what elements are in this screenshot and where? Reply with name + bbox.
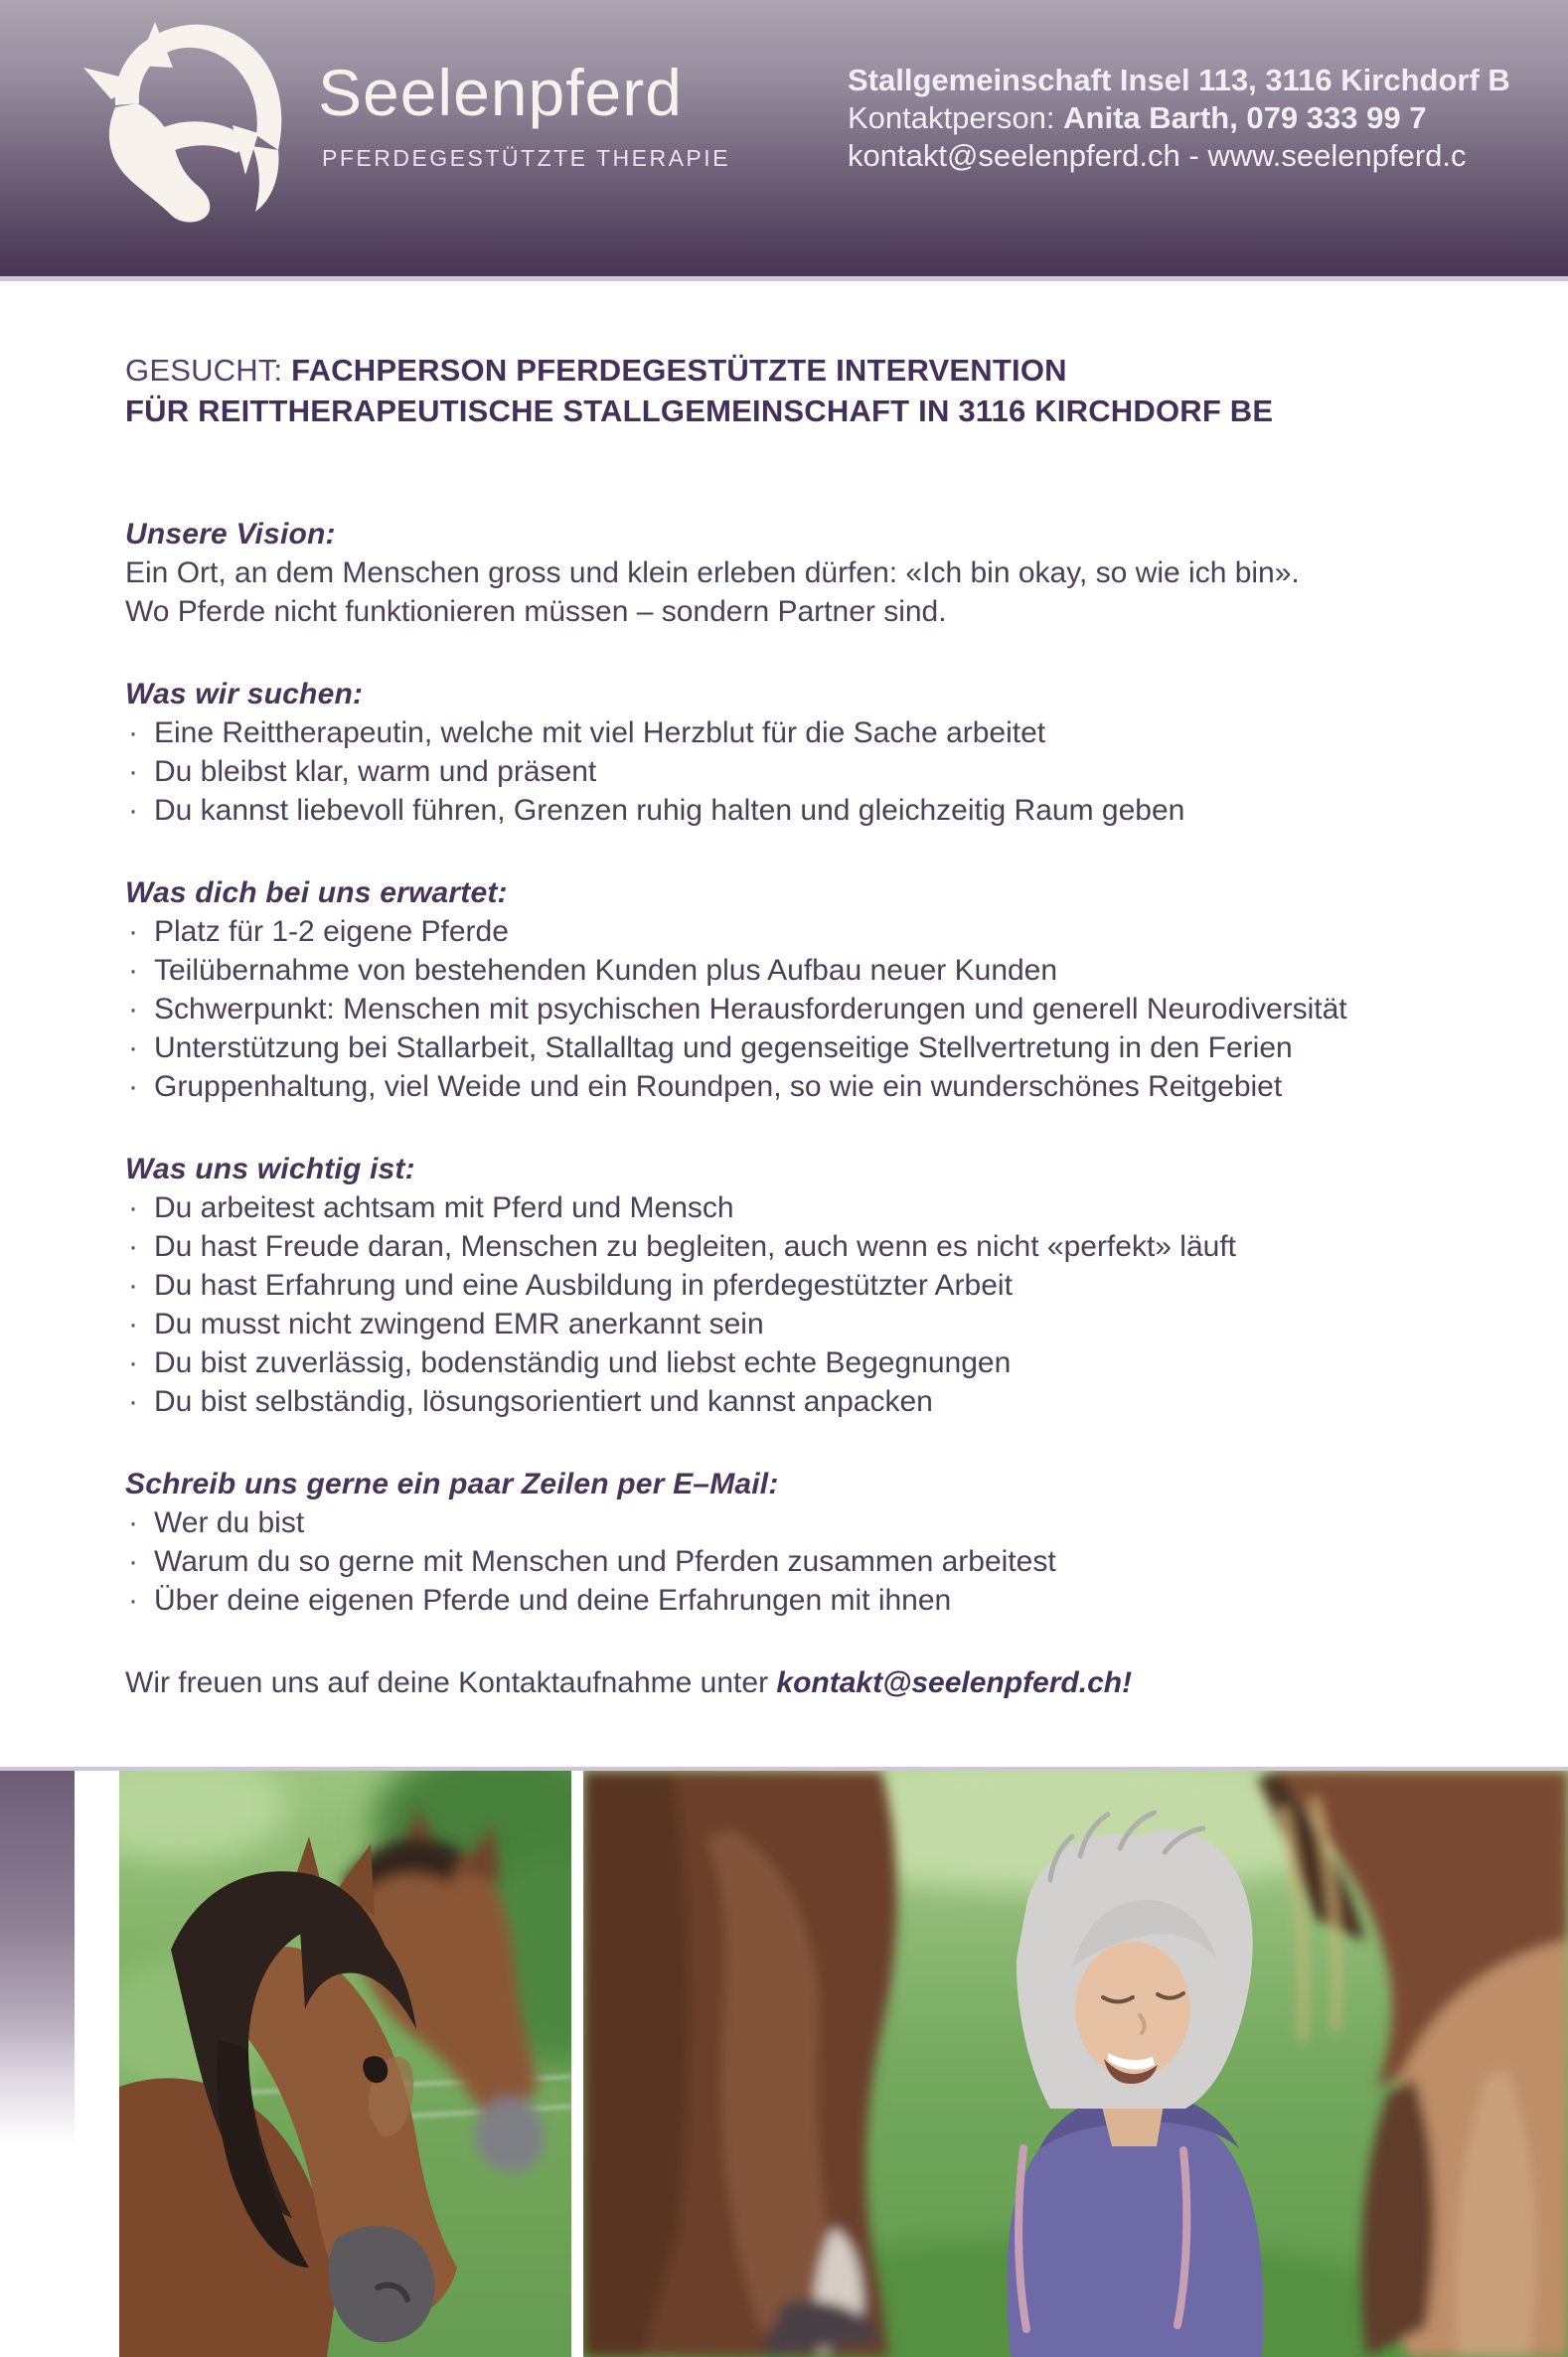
- bullet-dot: ·: [128, 794, 138, 827]
- bullet-item: [125, 713, 1536, 752]
- bullet-dot: ·: [128, 1308, 138, 1340]
- job-section: [125, 873, 1536, 1106]
- bullet-text: Teilübernahme von bestehenden Kunden plus Aufbau neuer Kunden: [154, 954, 1058, 987]
- section-heading: Was uns wichtig ist:: [125, 1153, 415, 1185]
- contact-person-label: Kontaktperson:: [848, 100, 1064, 135]
- title-line2: FÜR REITTHERAPEUTISCHE STALLGEMEINSCHAFT IN 3116 KIRCHDORF BE: [125, 393, 1274, 428]
- bullet-text: Gruppenhaltung, viel Weide und ein Roundpen, so wie ein wunderschönes Reitgebiet: [154, 1070, 1283, 1103]
- bullet-item: [125, 912, 1536, 951]
- bullet-item: [125, 1266, 1536, 1305]
- section-heading: Was wir suchen:: [125, 678, 364, 710]
- side-gradient-bar: [0, 1771, 75, 2357]
- bullet-item: [125, 1581, 1536, 1620]
- bullet-dot: ·: [128, 1545, 138, 1578]
- photo-two-horses: [119, 1771, 571, 2357]
- title-prefix: GESUCHT:: [125, 353, 292, 388]
- bullet-dot: ·: [128, 1191, 138, 1224]
- brand-subtitle: PFERDEGESTÜTZTE THERAPIE: [322, 145, 731, 171]
- section-text-line: Wo Pferde nicht funktionieren müssen – sondern Partner sind.: [125, 595, 947, 628]
- bullet-item: [125, 1343, 1536, 1382]
- bullet-item: [125, 752, 1536, 791]
- bullet-item: [125, 791, 1536, 830]
- bullet-item: [125, 1067, 1536, 1106]
- brand-name: Seelenpferd: [318, 56, 683, 129]
- bullet-dot: ·: [128, 716, 138, 749]
- closing-line: [125, 1663, 1536, 1702]
- bullet-text: Über deine eigenen Pferde und deine Erfahrungen mit ihnen: [154, 1584, 952, 1617]
- bullet-text: Platz für 1-2 eigene Pferde: [154, 915, 509, 948]
- bullet-text: Du musst nicht zwingend EMR anerkannt sein: [154, 1308, 764, 1340]
- bullet-text: Du bist zuverlässig, bodenständig und liebst echte Begegnungen: [154, 1346, 1012, 1379]
- bullet-item: [125, 1028, 1536, 1067]
- bullet-dot: ·: [128, 993, 138, 1025]
- bullet-text: Unterstützung bei Stallarbeit, Stallalltag und gegenseitige Stellvertretung in den Ferien: [154, 1031, 1293, 1064]
- bullet-dot: ·: [128, 755, 138, 788]
- section-heading: Unsere Vision:: [125, 518, 336, 550]
- horse-and-person-logo-icon: [81, 16, 310, 225]
- bullet-text: Du hast Erfahrung und eine Ausbildung in pferdegestützter Arbeit: [154, 1269, 1013, 1302]
- bullet-text: Du hast Freude daran, Menschen zu begleiten, auch wenn es nicht «perfekt» läuft: [154, 1230, 1237, 1263]
- section-heading: Was dich bei uns erwartet:: [125, 876, 508, 909]
- job-section: [125, 675, 1536, 830]
- contact-address-line: Stallgemeinschaft Insel 113, 3116 Kirchdorf B: [848, 63, 1510, 97]
- header-contact-block: [848, 62, 1510, 175]
- bullet-item: [125, 1305, 1536, 1343]
- bullet-item: [125, 1542, 1536, 1581]
- closing-email: kontakt@seelenpferd.ch!: [776, 1666, 1133, 1699]
- bullet-text: Wer du bist: [154, 1506, 305, 1539]
- bullet-text: Schwerpunkt: Menschen mit psychischen Herausforderungen und generell Neurodiversität: [154, 993, 1347, 1025]
- bullet-text: Du kannst liebevoll führen, Grenzen ruhig halten und gleichzeitig Raum geben: [154, 794, 1185, 827]
- contact-person-value: Anita Barth, 079 333 99 7: [1063, 100, 1427, 135]
- bullet-text: Du bist selbständig, lösungsorientiert und kannst anpacken: [154, 1385, 933, 1418]
- title-line1: FACHPERSON PFERDEGESTÜTZTE INTERVENTION: [291, 353, 1067, 388]
- photo-woman-with-horses: [583, 1771, 1568, 2357]
- bullet-item: [125, 1188, 1536, 1227]
- bullet-dot: ·: [128, 954, 138, 987]
- closing-text: Wir freuen uns auf deine Kontaktaufnahme unter: [125, 1666, 777, 1699]
- bullet-text: Du arbeitest achtsam mit Pferd und Mensch: [154, 1191, 734, 1224]
- bullet-dot: ·: [128, 1269, 138, 1302]
- job-section: [125, 515, 1536, 631]
- section-text-line: Ein Ort, an dem Menschen gross und klein erleben dürfen: «Ich bin okay, so wie ich bin».: [125, 556, 1300, 589]
- contact-person-line: [848, 99, 1510, 137]
- header-banner: [0, 0, 1568, 276]
- bullet-item: [125, 1382, 1536, 1421]
- bullet-text: Eine Reittherapeutin, welche mit viel Herzblut für die Sache arbeitet: [154, 716, 1046, 749]
- job-section: [125, 1465, 1536, 1620]
- contact-email-web-line: kontakt@seelenpferd.ch - www.seelenpferd.c: [848, 138, 1467, 173]
- bullet-text: Warum du so gerne mit Menschen und Pferden zusammen arbeitest: [154, 1545, 1056, 1578]
- bullet-text: Du bleibst klar, warm und präsent: [154, 755, 597, 788]
- bullet-dot: ·: [128, 1385, 138, 1418]
- bullet-dot: ·: [128, 1070, 138, 1103]
- job-section: [125, 1150, 1536, 1421]
- bullet-dot: ·: [128, 1506, 138, 1539]
- bullet-item: [125, 990, 1536, 1028]
- job-ad-sections: [125, 515, 1536, 1620]
- bullet-dot: ·: [128, 1346, 138, 1379]
- bullet-dot: ·: [128, 1584, 138, 1617]
- job-ad-content: [125, 350, 1536, 1702]
- bullet-item: [125, 951, 1536, 990]
- bullet-item: [125, 1227, 1536, 1266]
- section-heading: Schreib uns gerne ein paar Zeilen per E–Mail:: [125, 1468, 779, 1500]
- bullet-item: [125, 1503, 1536, 1542]
- bullet-dot: ·: [128, 1230, 138, 1263]
- bullet-dot: ·: [128, 1031, 138, 1064]
- job-ad-title: [125, 350, 1536, 431]
- header-divider-line: [0, 276, 1568, 281]
- bullet-dot: ·: [128, 915, 138, 948]
